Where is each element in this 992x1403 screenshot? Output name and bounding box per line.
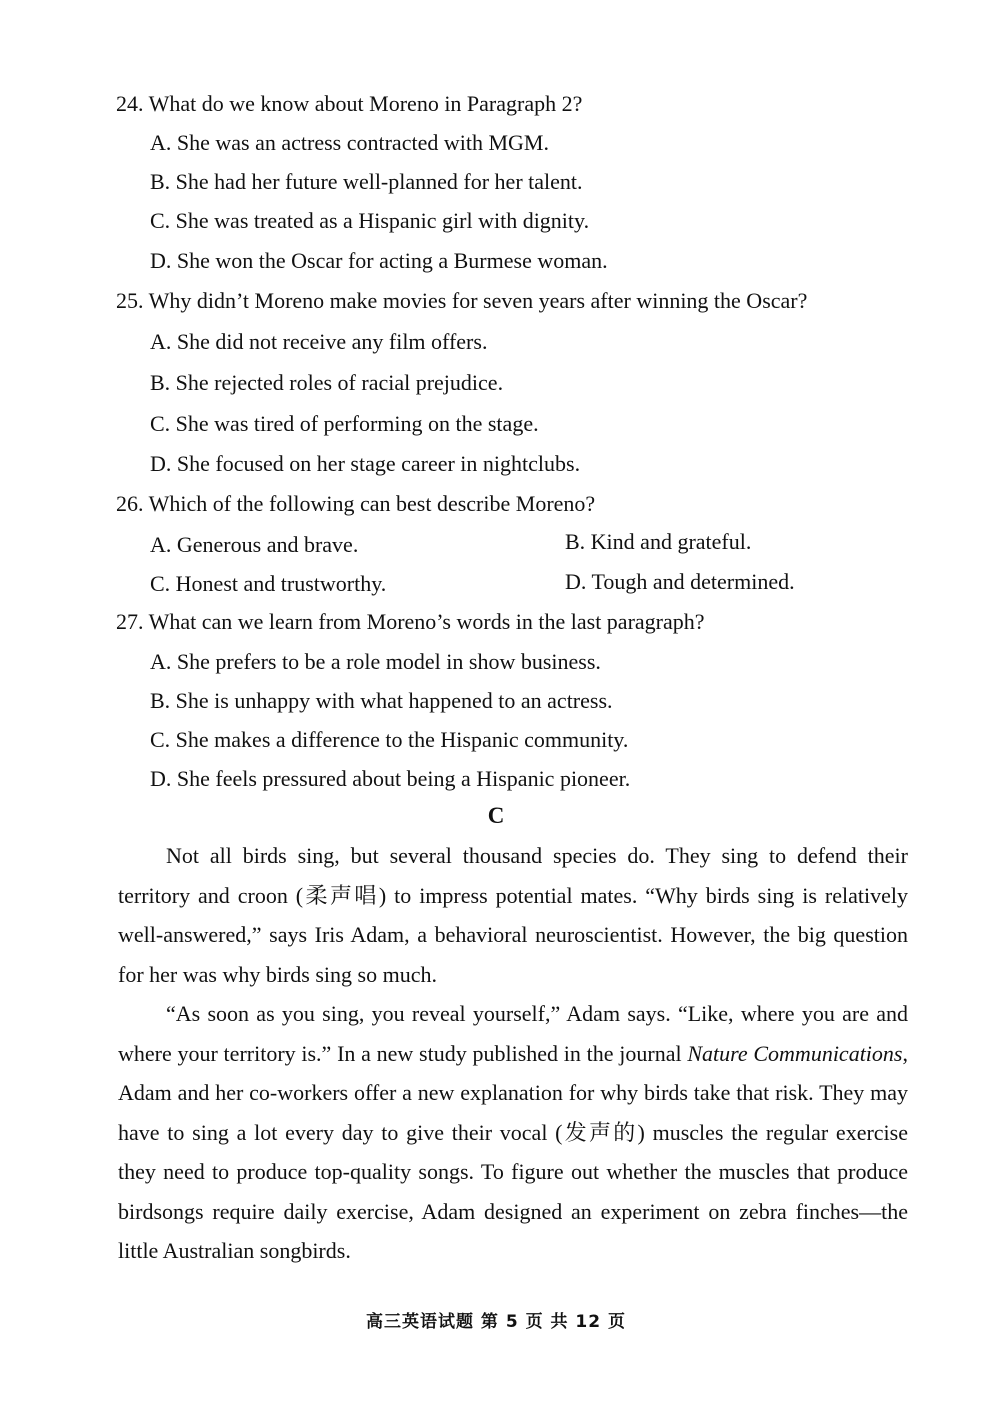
question-24-option-d: D. She won the Oscar for acting a Burmese woman. xyxy=(150,248,608,273)
passage-paragraph-2 xyxy=(118,994,908,1271)
question-26-option-c: C. Honest and trustworthy. xyxy=(150,571,387,596)
passage-paragraph-2-end: , Adam and her co-workers offer a new explanation for why birds take that risk. They may have to sing a lot every day to give their vocal (发声的) muscles the regular exercise they need to produce top-quality songs. To figure out whether the muscles that produce birdsongs require daily exercise, Adam designed an experiment on zebra finches—the little Australian songbirds. xyxy=(118,1040,908,1263)
section-heading: C xyxy=(487,803,505,828)
page-footer: 高三英语试题 第 5 页 共 12 页 xyxy=(366,1312,626,1332)
question-26-option-b: B. Kind and grateful. xyxy=(565,529,752,554)
question-25-stem: 25. Why didn’t Moreno make movies for seven years after winning the Oscar? xyxy=(116,288,808,313)
question-24-option-c: C. She was treated as a Hispanic girl with dignity. xyxy=(150,208,590,233)
question-27-option-a: A. She prefers to be a role model in show business. xyxy=(150,649,601,674)
question-26-option-a: A. Generous and brave. xyxy=(150,532,359,557)
journal-name: Nature Communications xyxy=(687,1040,903,1066)
question-24-stem: 24. What do we know about Moreno in Paragraph 2? xyxy=(116,91,583,116)
passage-paragraph-1: Not all birds sing, but several thousand species do. They sing to defend their territory and croon (柔声唱) to impress potential mates. “Why birds sing is relatively well-answered,” says Iris Adam, a behavioral neuroscientist. However, the big question for her was why birds sing so much. xyxy=(118,843,908,987)
question-27-option-d: D. She feels pressured about being a Hispanic pioneer. xyxy=(150,766,631,791)
question-25-option-d: D. She focused on her stage career in nightclubs. xyxy=(150,451,581,476)
question-27-option-c: C. She makes a difference to the Hispanic community. xyxy=(150,727,629,752)
question-25-option-a: A. She did not receive any film offers. xyxy=(150,329,488,354)
question-25-option-c: C. She was tired of performing on the stage. xyxy=(150,411,539,436)
question-26-option-d: D. Tough and determined. xyxy=(565,569,795,594)
question-27-option-b: B. She is unhappy with what happened to an actress. xyxy=(150,688,613,713)
passage-paragraph-2-start: “As soon as you sing, you reveal yourself,” Adam says. “Like, where you are and where your territory is.” In a new study published in the journal xyxy=(118,1001,908,1066)
question-24-option-a: A. She was an actress contracted with MGM. xyxy=(150,130,549,155)
question-24-option-b: B. She had her future well-planned for her talent. xyxy=(150,169,583,194)
question-27-stem: 27. What can we learn from Moreno’s words in the last paragraph? xyxy=(116,609,705,634)
question-26-stem: 26. Which of the following can best describe Moreno? xyxy=(116,491,596,516)
question-25-option-b: B. She rejected roles of racial prejudice. xyxy=(150,370,504,395)
